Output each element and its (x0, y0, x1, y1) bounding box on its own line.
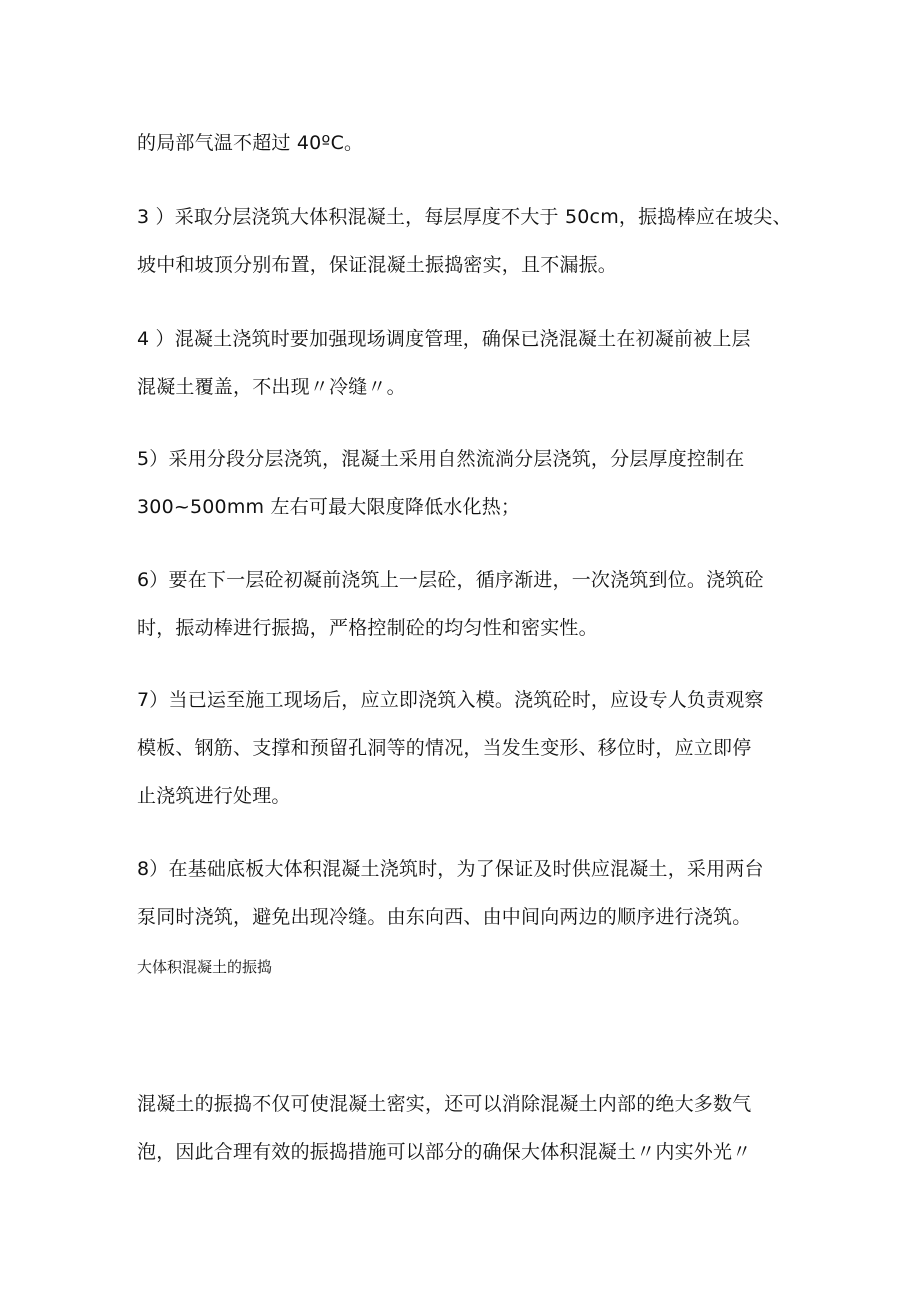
paragraph-7-line-1: 8）在基础底板大体积混凝土浇筑时，为了保证及时供应混凝土，采用两台 (137, 858, 764, 880)
paragraph-2-line-1: 3 ）采取分层浇筑大体积混凝土，每层厚度不大于 50cm，振捣棒应在坡尖、 (137, 206, 792, 228)
body-after-heading-line-1: 混凝土的振捣不仅可使混凝土密实，还可以消除混凝土内部的绝大多数气 (137, 1093, 752, 1115)
paragraph-6-line-3: 止浇筑进行处理。 (137, 785, 291, 807)
paragraph-3-line-1: 4 ）混凝土浇筑时要加强现场调度管理，确保已浇混凝土在初凝前被上层 (137, 328, 751, 350)
paragraph-4-line-2: 300~500mm 左右可最大限度降低水化热； (137, 496, 521, 518)
paragraph-5-line-2: 时，振动棒进行振捣，严格控制砼的均匀性和密实性。 (137, 617, 598, 639)
paragraph-7-line-2: 泵同时浇筑，避免出现冷缝。由东向西、由中间向两边的顺序进行浇筑。 (137, 906, 752, 928)
paragraph-3-line-2: 混凝土覆盖，不出现〃冷缝〃。 (137, 376, 406, 398)
paragraph-5-line-1: 6）要在下一层砼初凝前浇筑上一层砼，循序渐进，一次浇筑到位。浇筑砼 (137, 569, 764, 591)
body-after-heading-line-2: 泡，因此合理有效的振捣措施可以部分的确保大体积混凝土〃内实外光〃 (137, 1141, 752, 1163)
paragraph-1-line-1: 的局部气温不超过 40ºC。 (137, 132, 364, 154)
section-heading: 大体积混凝土的振捣 (137, 958, 273, 976)
paragraph-2-line-2: 坡中和坡顶分别布置，保证混凝土振捣密实，且不漏振。 (137, 254, 618, 276)
paragraph-6-line-1: 7）当已运至施工现场后，应立即浇筑入模。浇筑砼时，应设专人负责观察 (137, 689, 764, 711)
paragraph-6-line-2: 模板、钢筋、支撑和预留孔洞等的情况，当发生变形、移位时，应立即停 (137, 737, 752, 759)
paragraph-4-line-1: 5）采用分段分层浇筑，混凝土采用自然流淌分层浇筑，分层厚度控制在 (137, 448, 745, 470)
